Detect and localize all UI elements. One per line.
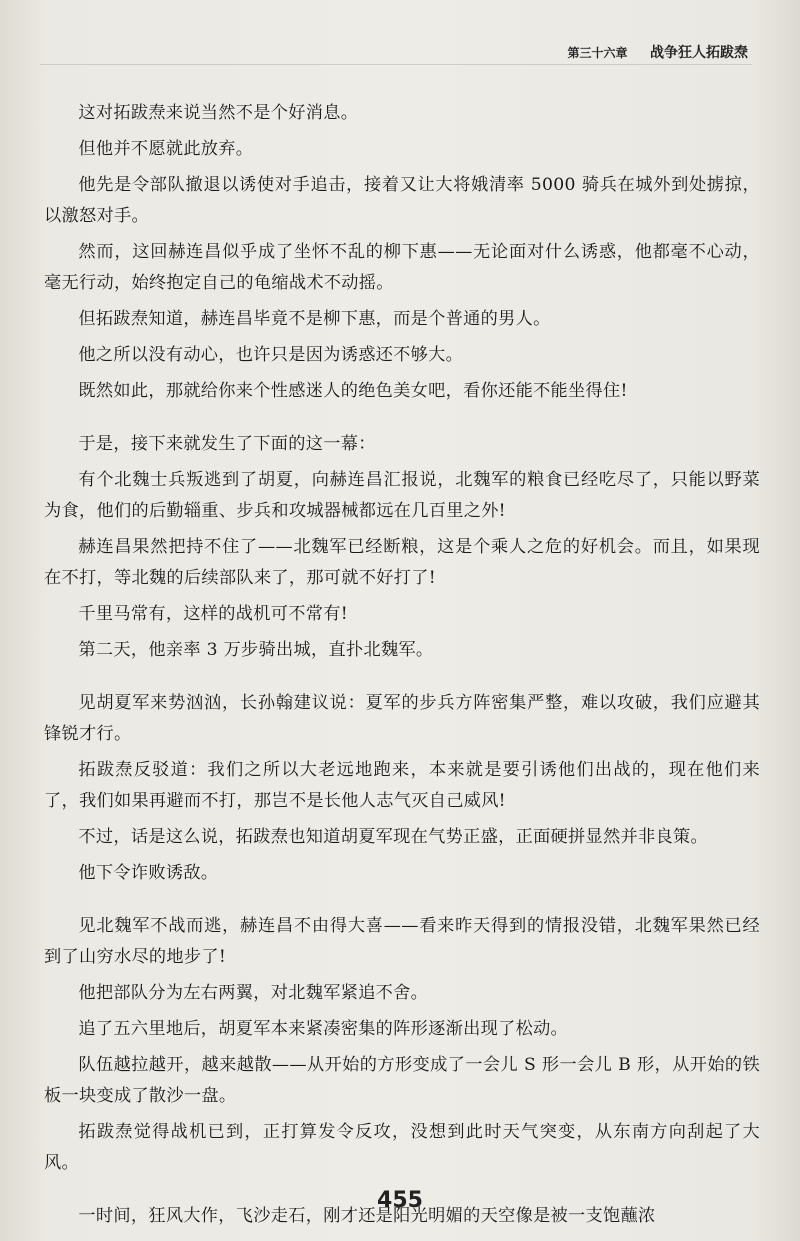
paragraph: 一时间，狂风大作，飞沙走石，刚才还是阳光明媚的天空像是被一支饱蘸浓: [78, 1206, 656, 1226]
paragraph: 他之所以没有动心，也许只是因为诱惑还不够大。: [78, 345, 464, 365]
paragraph: 然而，这回赫连昌似乎成了坐怀不乱的柳下惠——无论面对什么诱惑，他都毫不心动，毫无行动，始终抱定自己的龟缩战术不动摇。: [44, 242, 760, 293]
header-divider: [40, 64, 752, 65]
chapter-label: 第三十六章: [567, 46, 628, 60]
page-number: 455: [377, 1188, 423, 1213]
paragraph: 既然如此，那就给你来个性感迷人的绝色美女吧，看你还能不能坐得住!: [78, 381, 628, 401]
paragraph: 有个北魏士兵叛逃到了胡夏，向赫连昌汇报说，北魏军的粮食已经吃尽了，只能以野菜为食，他们的后勤辎重、步兵和攻城器械都远在几百里之外!: [44, 470, 760, 521]
paragraph: 见胡夏军来势汹汹，长孙翰建议说：夏军的步兵方阵密集严整，难以攻破，我们应避其锋锐才行。: [44, 693, 760, 744]
paragraph: 但拓跋焘知道，赫连昌毕竟不是柳下惠，而是个普通的男人。: [78, 309, 551, 329]
paragraph: 于是，接下来就发生了下面的这一幕：: [78, 434, 376, 454]
paragraph: 拓跋焘觉得战机已到，正打算发令反攻，没想到此时天气突变，从东南方向刮起了大风。: [44, 1122, 760, 1173]
paragraph: 他下令诈败诱敌。: [78, 863, 219, 883]
paragraph: 拓跋焘反驳道：我们之所以大老远地跑来，本来就是要引诱他们出战的，现在他们来了，我们如果再避而不打，那岂不是长他人志气灭自己威风!: [44, 760, 760, 811]
paragraph: 不过，话是这么说，拓跋焘也知道胡夏军现在气势正盛，正面硬拼显然并非良策。: [78, 827, 708, 847]
chapter-title: 战争狂人拓跋焘: [650, 45, 748, 61]
paragraph: 队伍越拉越开，越来越散——从开始的方形变成了一会儿 S 形一会儿 B 形，从开始的铁板一块变成了散沙一盘。: [44, 1055, 760, 1106]
paragraph: 第二天，他亲率 3 万步骑出城，直扑北魏军。: [78, 640, 434, 660]
paragraph: 见北魏军不战而逃，赫连昌不由得大喜——看来昨天得到的情报没错，北魏军果然已经到了山穷水尽的地步了!: [44, 916, 760, 967]
paragraph: 赫连昌果然把持不住了——北魏军已经断粮，这是个乘人之危的好机会。而且，如果现在不打，等北魏的后续部队来了，那可就不好打了!: [44, 537, 760, 588]
paragraph: 他先是令部队撤退以诱使对手追击，接着又让大将娥清率 5000 骑兵在城外到处掳掠，以激怒对手。: [44, 175, 760, 226]
paragraph: 他把部队分为左右两翼，对北魏军紧追不舍。: [78, 983, 429, 1003]
paragraph: 追了五六里地后，胡夏军本来紧凑密集的阵形逐渐出现了松动。: [78, 1019, 569, 1039]
paragraph: 这对拓跋焘来说当然不是个好消息。: [78, 103, 359, 123]
running-header: [567, 42, 748, 62]
paragraph: 但他并不愿就此放弃。: [78, 139, 254, 159]
paragraph: 千里马常有，这样的战机可不常有!: [78, 604, 348, 624]
body-text: [44, 98, 760, 1237]
